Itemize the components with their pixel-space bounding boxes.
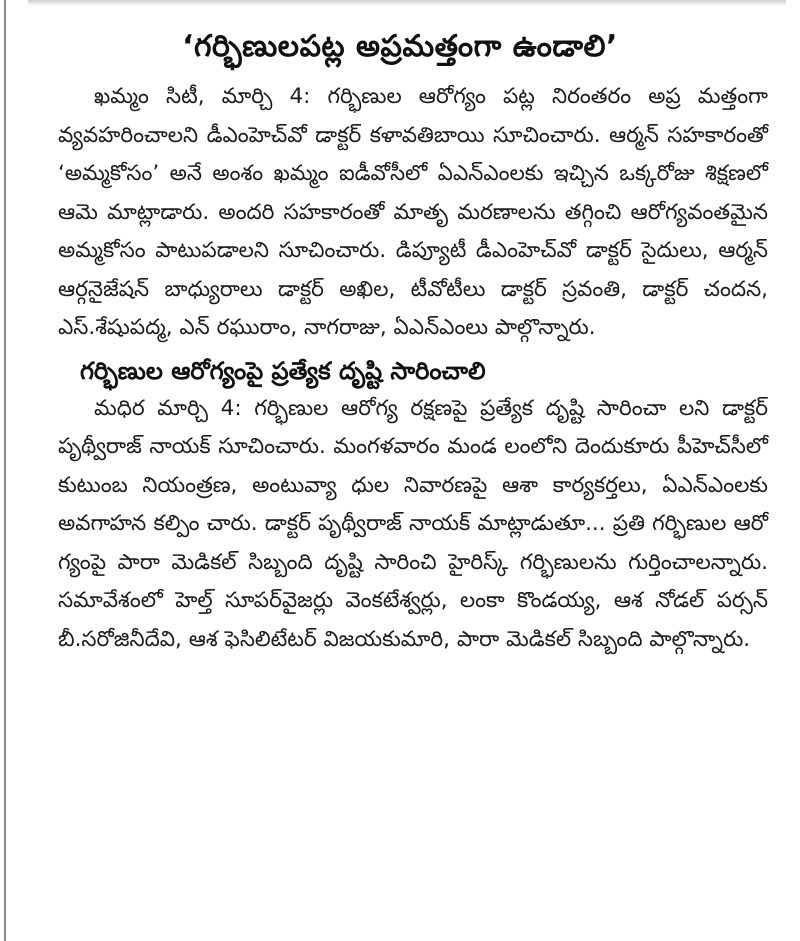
newspaper-clipping (14, 0, 786, 941)
column-divider (4, 0, 6, 941)
article-body-1: ఖమ్మం సిటీ, మార్చి 4: గర్భిణుల ఆరోగ్యం పట్ల నిరంతరం అప్ర మత్తంగా వ్యవహరించాలని డీఎంహెచ్‌వో డాక్టర్ కళావతిబాయి సూచించారు. ఆర్మన్ సహకారంతో ‘అమ్మకోసం’ అనే అంశం ఖమ్మం ఐడీవోసీలో ఏఎన్‌ఎంలకు ఇచ్చిన ఒక్కరోజు శిక్షణలో ఆమె మాట్లాడారు. అందరి సహకారంతో మాతృ మరణాలను తగ్గించి ఆరోగ్యవంతమైన అమ్మకోసం పాటుపడాలని సూచించారు. డిప్యూటీ డీఎంహెచ్‌వో డాక్టర్ సైదులు, ఆర్మన్ ఆర్గనైజేషన్ బాధ్యురాలు డాక్టర్ అఖిల, టీవోటీలు డాక్టర్ స్రవంతి, డాక్టర్ చందన, ఎస్.శేషుపద్మ, ఎన్ రఘురాం, నాగరాజు, ఏఎన్‌ఎంలు పాల్గొన్నారు. (58, 84, 768, 340)
top-edge (28, 0, 786, 6)
article-headline: ‘గర్భిణులపట్ల అప్రమత్తంగా ఉండాలి’ (182, 29, 618, 64)
article-body-2: మధిర మార్చి 4: గర్భిణుల ఆరోగ్య రక్షణపై ప్రత్యేక దృష్టి సారించా లని డాక్టర్ పృథ్వీరాజ్ నాయక్ సూచించారు. మంగళవారం మండ లంలోని దెందుకూరు పీహెచ్‌సీలో కుటుంబ నియంత్రణ, అంటువ్యా ధుల నివారణపై ఆశా కార్యకర్తలు, ఏఎన్‌ఎంలకు అవగాహన కల్పిం చారు. డాక్టర్ పృథ్వీరాజ్ నాయక్ మాట్లాడుతూ... ప్రతి గర్భిణుల ఆరో గ్యంపై పారా మెడికల్ సిబ్బంది దృష్టి సారించి హైరిస్క్ గర్భిణులను గుర్తించాలన్నారు. సమావేశంలో హెల్త్ సూపర్‌వైజర్లు వెంకటేశ్వర్లు, లంకా కొండయ్య, ఆశ నోడల్ పర్సన్ బీ.సరోజినీదేవి, ఆశ ఫెసిలిటేటర్ విజయకుమారి, పారా మెడికల్ సిబ్బంది పాల్గొన్నారు. (58, 395, 768, 652)
article-subheading: గర్భిణుల ఆరోగ్యంపై ప్రత్యేక దృష్టి సారించాలి (80, 356, 486, 385)
